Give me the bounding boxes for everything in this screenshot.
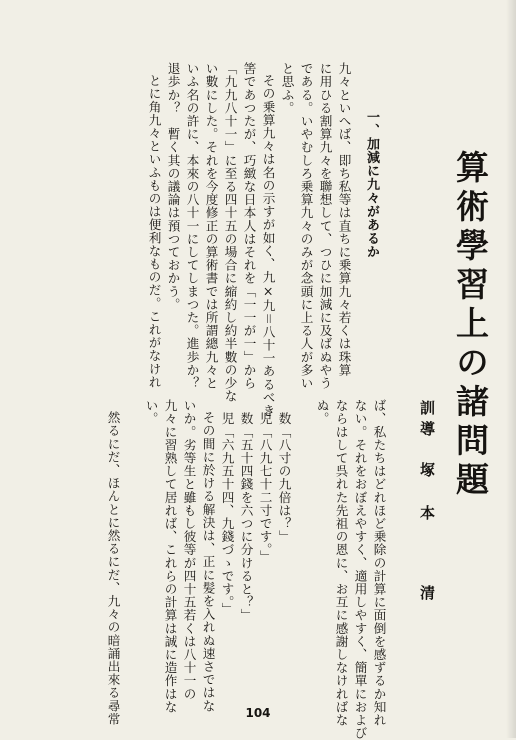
article-title: 算術學習上の諸問題 [451,150,490,501]
text-column: い。 [143,399,159,426]
text-column: 九々といへば、即ち私等は直ちに乗算九々若くは珠算 [336,62,352,377]
text-column: その乗算九々は名の示すが如く、九×九＝八十一あるべき [260,74,276,417]
text-column: 児「八九七十二寸です。」 [257,399,273,563]
text-column: 九々に習熟して居れば、これらの計算は誠に造作はな [162,399,178,714]
text-column: ならはして呉れた先祖の恩に、お互に感謝しなければな [333,399,349,727]
text-column: い數にした。それを今度修正の算術書では所謂總九々と [203,62,219,390]
text-column: に用ひる割算九々を聯想して、つひに加減に及ばぬやう [317,62,333,390]
text-column: ない。それをおぼえやすく、適用しやすく、簡單におよび [352,399,368,740]
author-role: 訓導 [418,400,436,442]
page-number: 104 [245,706,271,720]
text-column: と思ふ。 [279,62,295,115]
text-column: 筈であつたが、巧緻な日本人はそれを「一一が一」から [241,62,257,390]
text-column: いふ名の許に、本來の八十一にしてしまつた。進歩か？ [184,62,200,390]
author-middle: 本 [418,505,436,526]
text-column: である。いやむしろ乗算九々のみが念頭に上る人が多い [298,62,314,390]
section-heading: 一、加減に九々があるか [364,110,379,259]
page-edge-shadow [506,0,516,738]
text-column: 児「六九五十四、九錢づゝです。」 [219,399,235,616]
text-column: 退歩か？ 暫く其の議論は預つておかう。 [165,62,181,311]
text-column: とに角九々といふものは便利なものだ。これがなけれ [146,74,162,389]
text-column: いか。劣等生と雖もし彼等が四十五若くは八十一の [181,399,197,701]
author-family-name: 塚 [418,462,436,483]
text-column: その間に於ける解決は、正に髪を入れぬ速さではな [200,411,216,713]
text-column: ぬ。 [314,399,330,426]
author-given-name: 清 [418,585,436,606]
text-column: 数「五十四錢を六つに分けると？」 [238,399,254,622]
text-column: 数「八寸の九倍は？」 [276,399,292,544]
text-column: 然るにだ、ほんとに然るにだ、九々の暗誦出來る尋常 [105,411,121,726]
text-column: ば、私たちはどれほど乗除の計算に面倒を感ずるか知れ [371,399,387,727]
text-column: 「九九八十一」に至る四十五の場合に縮約し約半數の少な [222,62,238,403]
